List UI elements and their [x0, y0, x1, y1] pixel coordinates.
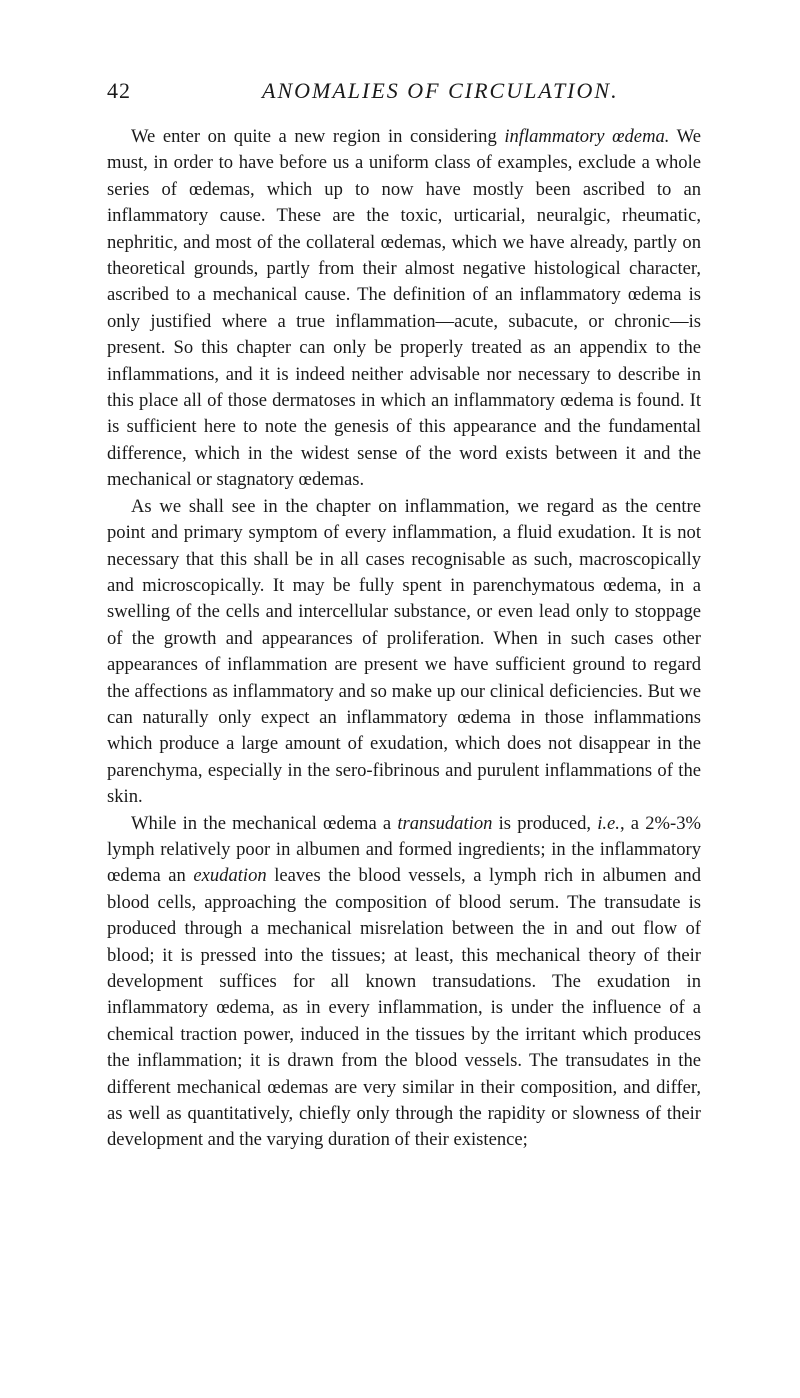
italic-term: transudation [397, 812, 493, 834]
body-text [107, 124, 701, 1154]
running-title: ANOMALIES OF CIRCULATION. [262, 78, 619, 103]
page-header [0, 78, 800, 114]
text-span: We enter on quite a new region in considering [131, 126, 505, 147]
italic-term: i.e. [597, 812, 620, 834]
text-span: As we shall see in the chapter on inflammation, we regard as the centre point and primary symptom of every inflammation, a fluid exudation. It is not necessary that this shall be in all cases recognisable as such, macroscopically and microscopically. It may be fully spent in parenchymatous œdema, in a swelling of the cells and intercellular substance, or even lead only to stoppage of the growth and appearances of proliferation. When in such cases other appearances of inflammation are present we have sufficient ground to regard the affections as inflammatory and so make up our clinical deficiencies. But we can naturally only expect an inflammatory œdema in those inflammations which produce a large amount of exudation, which does not disappear in the parenchyma, especially in the sero-fibrinous and purulent inflammations of the skin. [107, 495, 701, 808]
page-number: 42 [107, 78, 131, 103]
text-span: We must, in order to have before us a uniform class of examples, exclude a whole series of œdemas, which up to now have mostly been ascribed to an inflammatory cause. These are the toxic, urticarial, neuralgic, rheumatic, nephritic, and most of the collateral œdemas, which we have already, partly on theoretical grounds, partly from their almost negative histological character, ascribed to a mechanical cause. The definition of an inflammatory œdema is only justified where a true inflammation—acute, subacute, or chronic—is present. So this chapter can only be properly treated as an appendix to the inflammations, and it is indeed neither advisable nor necessary to describe in this place all of those dermatoses in which an inflammatory œdema is found. It is sufficient here to note the genesis of this appearance and the fundamental difference, which in the widest sense of the word exists between it and the mechanical or stagnatory œdemas. [107, 126, 701, 491]
text-span: leaves the blood vessels, a lymph rich in albumen and blood cells, approaching the composition of blood serum. The transudate is produced through a mechanical misrelation between the in and out flow of blood; it is pressed into the tissues; at least, this mechanical theory of their development suffices for all known transudations. The exudation in inflammatory œdema, as in every inflammation, is under the influence of a chemical traction power, induced in the tissues by the irritant which produces the inflammation; it is drawn from the blood vessels. The transudates in the different mechanical œdemas are very similar in their composition, and differ, as well as quantitatively, chiefly only through the rapidity or slowness of their development and the varying duration of their existence; [107, 865, 701, 1151]
paragraph [107, 494, 701, 811]
italic-term: exudation [193, 865, 267, 887]
text-span: While in the mechanical œdema a [131, 812, 398, 834]
paragraph [107, 124, 701, 494]
text-span: , a 2%-3% lymph relatively poor in albumen and formed ingredients; in the inflammatory œdema an [107, 812, 701, 887]
italic-term: inflammatory œdema. [504, 126, 670, 147]
text-span: is produced, [492, 812, 598, 834]
paragraph [107, 811, 701, 1154]
